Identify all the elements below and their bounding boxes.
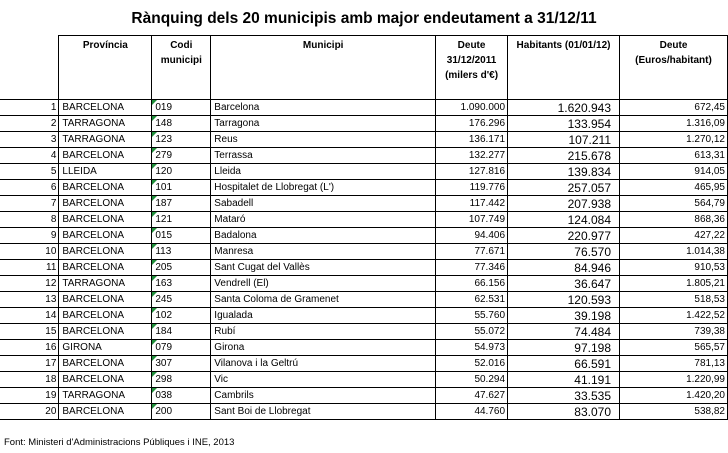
row-provincia: TARRAGONA (59, 132, 152, 148)
row-rank: 18 (0, 372, 59, 388)
table-row (0, 148, 728, 164)
row-codi: 307 (152, 356, 211, 372)
row-municipi: Girona (211, 340, 436, 356)
row-habitants: 76.570 (508, 244, 620, 260)
row-rank: 11 (0, 260, 59, 276)
row-deute: 55.072 (436, 324, 508, 340)
row-rank: 1 (0, 100, 59, 116)
table-body (0, 36, 728, 420)
row-codi: 019 (152, 100, 211, 116)
row-deute-habitant: 564,79 (620, 196, 728, 212)
row-rank: 3 (0, 132, 59, 148)
row-deute-habitant: 465,95 (620, 180, 728, 196)
row-deute-habitant: 565,57 (620, 340, 728, 356)
row-deute-habitant: 1.316,09 (620, 116, 728, 132)
row-deute-habitant: 1.805,21 (620, 276, 728, 292)
row-provincia: BARCELONA (59, 148, 152, 164)
row-rank: 7 (0, 196, 59, 212)
table-row (0, 180, 728, 196)
row-rank: 14 (0, 308, 59, 324)
row-habitants: 139.834 (508, 164, 620, 180)
row-provincia: TARRAGONA (59, 116, 152, 132)
row-codi: 101 (152, 180, 211, 196)
row-deute: 54.973 (436, 340, 508, 356)
row-deute: 107.749 (436, 212, 508, 228)
header-rank (0, 36, 59, 100)
row-provincia: TARRAGONA (59, 276, 152, 292)
row-rank: 4 (0, 148, 59, 164)
row-municipi: Vic (211, 372, 436, 388)
row-habitants: 41.191 (508, 372, 620, 388)
row-provincia: BARCELONA (59, 196, 152, 212)
row-deute-habitant: 868,36 (620, 212, 728, 228)
row-provincia: BARCELONA (59, 100, 152, 116)
row-habitants: 66.591 (508, 356, 620, 372)
table-row (0, 260, 728, 276)
row-deute-habitant: 427,22 (620, 228, 728, 244)
row-municipi: Sant Boi de Llobregat (211, 404, 436, 420)
row-deute: 136.171 (436, 132, 508, 148)
row-municipi: Rubí (211, 324, 436, 340)
header-codi: Codi municipi (152, 36, 211, 100)
row-codi: 205 (152, 260, 211, 276)
row-habitants: 215.678 (508, 148, 620, 164)
row-provincia: BARCELONA (59, 244, 152, 260)
row-codi: 120 (152, 164, 211, 180)
row-municipi: Sant Cugat del Vallès (211, 260, 436, 276)
row-municipi: Manresa (211, 244, 436, 260)
row-deute: 52.016 (436, 356, 508, 372)
table-row (0, 100, 728, 116)
row-deute: 44.760 (436, 404, 508, 420)
row-municipi: Vilanova i la Geltrú (211, 356, 436, 372)
row-deute: 55.760 (436, 308, 508, 324)
row-rank: 10 (0, 244, 59, 260)
row-codi: 279 (152, 148, 211, 164)
row-codi: 113 (152, 244, 211, 260)
row-municipi: Cambrils (211, 388, 436, 404)
row-provincia: TARRAGONA (59, 388, 152, 404)
row-habitants: 107.211 (508, 132, 620, 148)
row-habitants: 133.954 (508, 116, 620, 132)
row-municipi: Vendrell (El) (211, 276, 436, 292)
row-provincia: BARCELONA (59, 356, 152, 372)
table-row (0, 244, 728, 260)
row-deute: 50.294 (436, 372, 508, 388)
row-rank: 20 (0, 404, 59, 420)
row-deute: 94.406 (436, 228, 508, 244)
row-provincia: BARCELONA (59, 212, 152, 228)
row-rank: 16 (0, 340, 59, 356)
table-row (0, 292, 728, 308)
row-deute-habitant: 1.220,99 (620, 372, 728, 388)
row-deute: 62.531 (436, 292, 508, 308)
row-deute: 127.816 (436, 164, 508, 180)
row-codi: 163 (152, 276, 211, 292)
table-row (0, 324, 728, 340)
row-codi: 245 (152, 292, 211, 308)
row-deute-habitant: 1.422,52 (620, 308, 728, 324)
row-codi: 298 (152, 372, 211, 388)
row-deute: 176.296 (436, 116, 508, 132)
row-deute-habitant: 781,13 (620, 356, 728, 372)
row-deute-habitant: 1.420,20 (620, 388, 728, 404)
row-deute: 47.627 (436, 388, 508, 404)
row-habitants: 120.593 (508, 292, 620, 308)
row-codi: 123 (152, 132, 211, 148)
row-municipi: Badalona (211, 228, 436, 244)
row-provincia: BARCELONA (59, 324, 152, 340)
row-provincia: GIRONA (59, 340, 152, 356)
table-row (0, 164, 728, 180)
row-rank: 9 (0, 228, 59, 244)
row-codi: 079 (152, 340, 211, 356)
row-codi: 148 (152, 116, 211, 132)
table-row (0, 388, 728, 404)
row-provincia: BARCELONA (59, 292, 152, 308)
row-codi: 038 (152, 388, 211, 404)
row-provincia: BARCELONA (59, 308, 152, 324)
row-habitants: 97.198 (508, 340, 620, 356)
row-provincia: BARCELONA (59, 260, 152, 276)
header-municipi: Municipi (211, 36, 436, 100)
header-row (0, 36, 728, 100)
row-provincia: BARCELONA (59, 372, 152, 388)
row-rank: 6 (0, 180, 59, 196)
table-row (0, 132, 728, 148)
row-rank: 19 (0, 388, 59, 404)
row-municipi: Lleida (211, 164, 436, 180)
table-row (0, 404, 728, 420)
row-rank: 17 (0, 356, 59, 372)
row-municipi: Tarragona (211, 116, 436, 132)
row-municipi: Santa Coloma de Gramenet (211, 292, 436, 308)
row-habitants: 124.084 (508, 212, 620, 228)
row-deute: 77.671 (436, 244, 508, 260)
row-municipi: Igualada (211, 308, 436, 324)
row-municipi: Sabadell (211, 196, 436, 212)
row-habitants: 36.647 (508, 276, 620, 292)
row-habitants: 83.070 (508, 404, 620, 420)
row-provincia: BARCELONA (59, 404, 152, 420)
row-codi: 184 (152, 324, 211, 340)
row-deute-habitant: 1.014,38 (620, 244, 728, 260)
row-codi: 200 (152, 404, 211, 420)
row-rank: 5 (0, 164, 59, 180)
table-row (0, 212, 728, 228)
table-row (0, 276, 728, 292)
row-codi: 015 (152, 228, 211, 244)
row-provincia: BARCELONA (59, 228, 152, 244)
row-habitants: 84.946 (508, 260, 620, 276)
row-deute-habitant: 739,38 (620, 324, 728, 340)
row-codi: 121 (152, 212, 211, 228)
row-municipi: Barcelona (211, 100, 436, 116)
page-title: Rànquing dels 20 municipis amb major endeutament a 31/12/11 (131, 10, 597, 27)
header-provincia: Província (59, 36, 152, 100)
table-row (0, 308, 728, 324)
table-row (0, 196, 728, 212)
row-deute-habitant: 672,45 (620, 100, 728, 116)
row-deute: 66.156 (436, 276, 508, 292)
row-deute-habitant: 613,31 (620, 148, 728, 164)
row-deute-habitant: 910,53 (620, 260, 728, 276)
row-deute-habitant: 518,53 (620, 292, 728, 308)
row-deute: 77.346 (436, 260, 508, 276)
row-deute-habitant: 1.270,12 (620, 132, 728, 148)
header-habitants: Habitants (01/01/12) (508, 36, 620, 100)
row-rank: 15 (0, 324, 59, 340)
ranking-table (0, 35, 728, 420)
row-municipi: Reus (211, 132, 436, 148)
source-note: Font: Ministeri d'Administracions Públiques i INE, 2013 (4, 437, 235, 448)
table-row (0, 228, 728, 244)
row-habitants: 220.977 (508, 228, 620, 244)
row-habitants: 33.535 (508, 388, 620, 404)
row-rank: 8 (0, 212, 59, 228)
row-habitants: 207.938 (508, 196, 620, 212)
row-deute: 132.277 (436, 148, 508, 164)
table-row (0, 116, 728, 132)
row-deute-habitant: 914,05 (620, 164, 728, 180)
header-deute: Deute 31/12/2011 (milers d'€) (436, 36, 508, 100)
row-habitants: 39.198 (508, 308, 620, 324)
row-deute: 119.776 (436, 180, 508, 196)
row-rank: 13 (0, 292, 59, 308)
row-habitants: 1.620.943 (508, 100, 620, 116)
row-habitants: 74.484 (508, 324, 620, 340)
row-codi: 102 (152, 308, 211, 324)
row-habitants: 257.057 (508, 180, 620, 196)
row-municipi: Mataró (211, 212, 436, 228)
row-municipi: Terrassa (211, 148, 436, 164)
row-deute: 117.442 (436, 196, 508, 212)
table-row (0, 372, 728, 388)
row-provincia: LLEIDA (59, 164, 152, 180)
row-rank: 2 (0, 116, 59, 132)
row-municipi: Hospitalet de Llobregat (L') (211, 180, 436, 196)
row-provincia: BARCELONA (59, 180, 152, 196)
row-codi: 187 (152, 196, 211, 212)
table-row (0, 340, 728, 356)
row-deute-habitant: 538,82 (620, 404, 728, 420)
row-deute: 1.090.000 (436, 100, 508, 116)
row-rank: 12 (0, 276, 59, 292)
table-row (0, 356, 728, 372)
header-deute-habitant: Deute (Euros/habitant) (620, 36, 728, 100)
